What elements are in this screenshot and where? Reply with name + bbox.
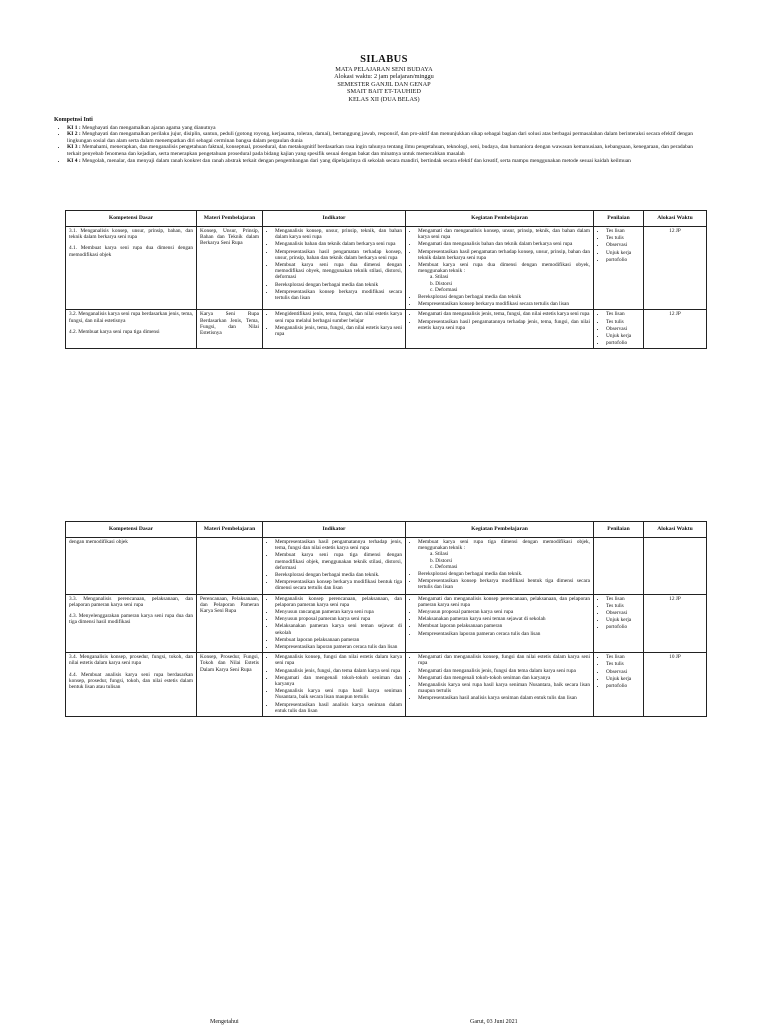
kegiatan-item	[418, 294, 590, 300]
column-header: Indikator	[263, 522, 406, 538]
penilaian-item: • Tes lisan	[606, 596, 640, 602]
kegiatan-item	[418, 631, 590, 637]
ki-text: Memahami, menerapkan, dan menganalisis pengetahuan faktual, konseptual, prosedural, dan metakognitif berdasarkan rasa ingin tahunya tentang ilmu pengetahuan, teknologi, seni, budaya, dan humaniora dengan wawasan kemanusiaan, kebangsaan, kenegaraan, dan peradaban terkait penyebab fenomena dan kejadian, serta menerapkan pengetahuan prosedural pada bidang kajian yang spesifik sesuai dengan bakat dan minatnya untuk memecahkan masalah	[67, 144, 694, 157]
column-header: Penilaian	[594, 211, 644, 227]
indikator-item: • Menganalisis konsep, fungsi dan nilai estetis dalam karya seni rupa	[275, 654, 402, 666]
kegiatan-sub-item: c. Deformasi	[430, 563, 458, 570]
table-row	[66, 227, 707, 310]
indikator-list	[266, 311, 402, 337]
materi-cell: Konsep, Prosedur, Fungsi, Tokoh dan Nilai Estetis Dalam Karya Seni Rupa	[197, 653, 263, 717]
column-header: Materi Pembelajaran	[197, 522, 263, 538]
footer-left: Mengetahui	[210, 1019, 239, 1025]
kegiatan-item	[418, 682, 590, 694]
indikator-item: • Menganalisis jenis, tema, fungsi, dan nilai estetis karya seni rupa	[275, 325, 402, 337]
ki-text: Menghayati dan mengamalkan ajaran agama yang dianutnya	[80, 124, 216, 131]
penilaian-item: • Tes tulis	[606, 603, 640, 609]
indikator-item: • Membuat laporan pelaksanaan pameran	[275, 637, 402, 643]
kompetensi-inti-heading: Kompetnsi Inti	[54, 117, 93, 123]
ki-label: KI 3 :	[67, 144, 81, 151]
kegiatan-text: Mempresentasikan konsep berkarya modifikasi secara tertulis dan lisan	[418, 301, 570, 308]
indikator-item: • Mempresentasikan hasil pengamatannya terhadap jenis, tema, fungsi dan nilai estetis karya seni rupa	[275, 539, 402, 551]
semester-line: SEMESTER GANJIL DAN GENAP	[337, 80, 431, 88]
materi-cell: Perencanaan, Pelaksanaan, dan Pelaporan Pameran Karya Seni Rupa	[197, 594, 263, 653]
kegiatan-item	[418, 616, 590, 622]
indikator-item: • Melaksanakan pameran karya seni teman sejawat di sekolah	[275, 623, 402, 635]
kegiatan-text: Menyusun proposal pameran karya seni rupa	[418, 609, 514, 616]
kegiatan-item	[418, 609, 590, 615]
alokasi-waktu-cell: 12 JP	[644, 594, 707, 653]
penilaian-list	[597, 596, 640, 631]
kompetensi-inti-list	[54, 125, 706, 165]
document-header	[0, 54, 768, 103]
ki-label: KI 1 :	[67, 124, 81, 131]
penilaian-cell	[594, 227, 644, 310]
column-header: Kegiatan Pembelajaran	[406, 522, 594, 538]
kegiatan-sub-item: b. Distorsi	[430, 280, 453, 287]
materi-cell: Karya Seni Rupa Berdasarkan Jenis, Tema, Fungsi, dan Nilai Estetisnya	[197, 310, 263, 349]
alokasi-waktu-cell: 12 JP	[644, 227, 707, 310]
class-line: KELAS XII (DUA BELAS)	[348, 95, 420, 103]
penilaian-item: • portofolio	[606, 340, 640, 346]
indikator-item: • Bereksplorasi dengan berbagai media dan teknik	[275, 282, 402, 288]
column-header: Kompetensi Dasar	[66, 522, 197, 538]
penilaian-item: • Tes tulis	[606, 235, 640, 241]
column-header: Indikator	[263, 211, 406, 227]
kegiatan-item	[418, 695, 590, 701]
kegiatan-item	[418, 675, 590, 681]
column-header: Materi Pembelajaran	[197, 211, 263, 227]
kegiatan-sub-item: a. Stilasi	[430, 551, 449, 558]
kegiatan-sub-list	[418, 551, 590, 570]
penilaian-item: • Observasi	[606, 610, 640, 616]
table-body	[66, 227, 707, 349]
kegiatan-cell	[406, 538, 594, 595]
table-header-row	[66, 211, 707, 227]
kegiatan-text: Membuat karya seni rupa dua dimensi dengan memodifikasi obyek, menggunakan teknik :	[418, 262, 590, 275]
kegiatan-sub-list	[418, 274, 590, 293]
penilaian-item: • Observasi	[606, 242, 640, 248]
indikator-list	[266, 228, 402, 301]
kegiatan-text: Mempresentasikan hasil pengamatan terhadap konsep, unsur, prinsip, bahan dan teknik dalam berkarya seni rupa	[418, 248, 590, 261]
kegiatan-text: Mempresentasikan konsep berkarya modifikasi bentuk tiga dimensi secara tertulis dan lisan	[418, 578, 590, 591]
penilaian-list	[597, 311, 640, 346]
kegiatan-text: Mempresentasikan hasil pengamatannya terhadap jenis, tema, fungsi, dan nilai estetis karya seni rupa	[418, 318, 590, 331]
kegiatan-item	[418, 241, 590, 247]
kompetensi-dasar-cell	[66, 227, 197, 310]
kompetensi-inti-section	[54, 117, 706, 164]
indikator-item: • Menyusun proposal pameran karya seni rupa	[275, 616, 402, 622]
indikator-list	[266, 654, 402, 714]
kompetensi-dasar-cell	[66, 538, 197, 595]
indikator-item: • Membuat karya seni rupa tiga dimensi dengan memodifikasi objek, menggunakan teknik stilasi, distorsi, deformasi	[275, 552, 402, 571]
penilaian-item: • Unjuk kerja	[606, 617, 640, 623]
indikator-item: • Mengamati dan mengenali tokoh-tokoh seniman dan karyanya	[275, 675, 402, 687]
school-line: SMAIT BAIT ET-TAUHIED	[347, 88, 421, 96]
ki-text: Menghayati dan mengamalkan perilaku jujur, disiplin, santun, peduli (gotong royong, kerjasama, toleran, damai), bertanggung jawab, responsif, dan pro-aktif dan menunjukkan sikap sebagai bagian dari solusi atas berbagai permasalahan dalam berinteraksi secara efektif dengan lingkungan sosial dan alam serta dalam menempatkan diri sebagai cerminan bangsa dalam pergaulan dunia	[67, 131, 693, 144]
penilaian-item: • Tes lisan	[606, 228, 640, 234]
column-header: Alokasi Waktu	[644, 211, 707, 227]
kegiatan-cell	[406, 653, 594, 717]
kd-item: 3.1. Menganalisis konsep, unsur, prinsip, bahan, dan teknik dalam berkarya seni rupa	[69, 228, 193, 241]
table-row	[66, 594, 707, 653]
kegiatan-list	[409, 539, 590, 591]
indikator-item: • Mempresentasikan hasil pengamatan terhadap konsep, unsur, prinsip, bahan dan teknik dalam berkarya seni rupa	[275, 249, 402, 261]
table-row	[66, 310, 707, 349]
penilaian-item: • Unjuk kerja	[606, 333, 640, 339]
time-allocation-line: Alokasi waktu: 2 jam pelajaran/minggu	[334, 73, 434, 81]
ki-label: KI 2 :	[67, 131, 81, 138]
kegiatan-text: Mengamati dan menganalisis jenis, fungsi dan tema dalam karya seni rupa	[418, 667, 576, 674]
kegiatan-text: Mengamati dan mengenali tokoh-tokoh seniman dan karyanya	[418, 674, 551, 681]
table-header-row	[66, 522, 707, 538]
table-body	[66, 538, 707, 717]
kegiatan-cell	[406, 594, 594, 653]
kegiatan-text: Mempresentasikan hasil analisis karya seniman dalam entuk tulis dan lisan	[418, 695, 577, 702]
indikator-cell	[263, 310, 406, 349]
kegiatan-item	[418, 668, 590, 674]
column-header: Penilaian	[594, 522, 644, 538]
kompetensi-dasar-cell	[66, 653, 197, 717]
kegiatan-list	[409, 228, 590, 307]
kegiatan-item	[418, 578, 590, 590]
column-header: Alokasi Waktu	[644, 522, 707, 538]
kegiatan-text: Membuat karya seni rupa tiga dimensi dengan memodifikasi objek, menggunakan teknik :	[418, 539, 590, 552]
kd-item: 4.4. Membuat analisis karya seni rupa berdasarkan konsep, prosedur, fungsi, tokoh, dan nilai estetis dalam bentuk lisan atau tulisan	[69, 671, 193, 691]
ki-label: KI 4 :	[67, 157, 81, 164]
indikator-item: • Menganalisis jenis, fungsi, dan tema dalam karya seni rupa	[275, 668, 402, 674]
kegiatan-item	[418, 311, 590, 317]
kd-item: 3.4. Menganalisis konsep, prosedur, fungsi, tokoh, dan nilai estetis dalam karya seni rupa	[69, 654, 193, 667]
indikator-item: • Menganalisis konsep perencanaan, pelaksanaan, dan pelaporan pameran karya seni rupa	[275, 596, 402, 608]
penilaian-item: • Tes lisan	[606, 654, 640, 660]
kegiatan-sub-item: a. Stilasi	[430, 274, 449, 281]
penilaian-item: • Tes tulis	[606, 319, 640, 325]
kegiatan-text: Bereksplorasi dengan berbagai media dan teknik	[418, 294, 522, 301]
indikator-item: • Mempresentasikan laporan pameran ceraca tulis dan lisan	[275, 644, 402, 650]
kegiatan-item	[418, 249, 590, 261]
alokasi-waktu-cell	[644, 538, 707, 595]
ki-item	[67, 144, 706, 157]
penilaian-item: • Unjuk kerja	[606, 676, 640, 682]
indikator-cell	[263, 594, 406, 653]
kegiatan-text: Melaksanakan pameran karya seni teman sejawat di sekolah	[418, 616, 546, 623]
indikator-item: • Mempresentasikan konsep berkarya modifikasi secara tertulis dan lisan	[275, 289, 402, 301]
penilaian-list	[597, 228, 640, 263]
ki-item	[67, 158, 706, 165]
kompetensi-dasar-cell	[66, 594, 197, 653]
kegiatan-sub-item: c. Deformasi	[430, 286, 458, 293]
document-title: SILABUS	[360, 54, 408, 65]
table-row	[66, 538, 707, 595]
kd-item: 4.2. Membuat karya seni rupa tiga dimensi	[69, 328, 160, 335]
kegiatan-cell	[406, 310, 594, 349]
kegiatan-list	[409, 311, 590, 331]
kegiatan-item	[418, 623, 590, 629]
kegiatan-item	[418, 228, 590, 240]
kegiatan-item	[418, 571, 590, 577]
kd-item: 3.2. Menganalisis karya seni rupa berdasarkan jenis, tema, fungsi, dan nilai estetisnya	[69, 311, 193, 324]
indikator-item: • Membuat karya seni rupa dua dimensi dengan memodifikasi obyek, menggunakan teknik stilasi, distorsi, deformasi	[275, 262, 402, 281]
column-header: Kompetensi Dasar	[66, 211, 197, 227]
kegiatan-text: Membuat laporan pelaksanaan pameran	[418, 623, 503, 630]
indikator-list	[266, 596, 402, 651]
indikator-cell	[263, 538, 406, 595]
kegiatan-item	[418, 262, 590, 293]
kegiatan-cell	[406, 227, 594, 310]
penilaian-list	[597, 654, 640, 689]
indikator-item: • Menganalisis bahan dan teknik dalam berkarya seni rupa	[275, 241, 402, 247]
kd-item: 4.3. Menyelenggarakan pameran karya seni rupa dua dan tiga dimensi hasil modifikasi	[69, 613, 193, 626]
kompetensi-dasar-cell	[66, 310, 197, 349]
indikator-item: • Menyusun rancangan pameran karya seni rupa	[275, 609, 402, 615]
indikator-cell	[263, 227, 406, 310]
penilaian-cell	[594, 310, 644, 349]
syllabus-table-1	[65, 210, 707, 349]
kegiatan-item	[418, 654, 590, 666]
indikator-item: • Menganalisis konsep, unsur, prinsip, teknik, dan bahan dalam karya seni rupa	[275, 228, 402, 240]
penilaian-item: • Observasi	[606, 326, 640, 332]
kegiatan-item	[418, 319, 590, 331]
kegiatan-item	[418, 539, 590, 570]
indikator-item: • Mempresentasikan hasil analisis karya seniman dalam entuk tulis dan lisan	[275, 702, 402, 714]
kegiatan-text: Mengamati dan menganalisis konsep, unsur, prinsip, teknik, dan bahan dalam karya seni rupa	[418, 228, 590, 241]
materi-cell	[197, 538, 263, 595]
kegiatan-sub-item: b. Distorsi	[430, 557, 453, 564]
kegiatan-text: Menganalisis karya seni rupa hasil karya seniman Nusantara, baik secara lisan maupun tertulis	[418, 682, 590, 695]
kegiatan-text: Mengamati dan menganalisis konsep perencanaan, pelaksanaan, dan pelaporan pameran karya seni rupa	[418, 595, 590, 608]
penilaian-cell	[594, 653, 644, 717]
syllabus-table-2	[65, 521, 707, 717]
indikator-item: • Mempresentasikan konsep berkarya modifikasi bentuk tiga dimensi secara tertulis dan lisan	[275, 579, 402, 591]
kd-item: 4.1. Membuat karya seni rupa dua dimensi dengan memodifikasi objek	[69, 245, 193, 258]
penilaian-cell	[594, 594, 644, 653]
column-header: Kegiatan Pembelajaran	[406, 211, 594, 227]
penilaian-item: • portofolio	[606, 624, 640, 630]
subject-line: MATA PELAJARAN SENI BUDAYA	[335, 66, 433, 73]
materi-cell: Konsep, Unsur, Prinsip, Bahan dan Teknik dalam Berkarya Seni Rupa	[197, 227, 263, 310]
indikator-item: • Menganalisis karya seni rupa hasil karya seniman Nusantara, baik secara lisan maupun tertulis	[275, 688, 402, 700]
kegiatan-list	[409, 654, 590, 701]
kegiatan-text: Bereksplorasi dengan berbagai media dan teknik.	[418, 571, 523, 578]
kd-item: dengan memodifikasi objek	[69, 539, 128, 545]
kegiatan-list	[409, 596, 590, 637]
kegiatan-text: Mengamati dan menganalisis konsep, fungsi dan nilai estetis dalam karya seni rupa	[418, 654, 590, 667]
penilaian-item: • Unjuk kerja	[606, 250, 640, 256]
ki-item	[67, 131, 706, 144]
penilaian-item: • portofolio	[606, 257, 640, 263]
penilaian-cell	[594, 538, 644, 595]
indikator-list	[266, 539, 402, 592]
kegiatan-item	[418, 596, 590, 608]
penilaian-item: • Tes lisan	[606, 311, 640, 317]
kegiatan-text: Mempresentasikan laporan pameran ceraca tulis dan lisan	[418, 630, 541, 637]
kd-item: 3.3. Menganalisis perencanaan, pelaksanaan, dan pelaporan pameran karya seni rupa	[69, 595, 193, 608]
penilaian-item: • Tes tulis	[606, 661, 640, 667]
kegiatan-text: Mengamati dan menganalisis bahan dan teknik dalam berkarya seni rupa	[418, 241, 573, 248]
ki-text: Mengolah, menalar, dan menyaji dalam ranah konkret dan ranah abstrak terkait dengan pengembangan dari yang dipelajarinya di sekolah secara mandiri, bertindak secara efektif dan kreatif, serta mampu menggunakan metode sesuai kaidah keilmuan	[80, 157, 631, 164]
footer-right: Garut, 03 Juni 2021	[470, 1019, 518, 1025]
kegiatan-item	[418, 301, 590, 307]
indikator-item: • Mengidentifikasi jenis, tema, fungsi, dan nilai estetis karya seni rupa melalui berbagai sumber belajar	[275, 311, 402, 323]
penilaian-item: • Observasi	[606, 669, 640, 675]
alokasi-waktu-cell: 10 JP	[644, 653, 707, 717]
alokasi-waktu-cell: 12 JP	[644, 310, 707, 349]
kegiatan-text: Mengamati dan menganalisis jenis, tema, fungsi, dan nilai estetis karya seni rupa	[418, 311, 590, 318]
table-row	[66, 653, 707, 717]
penilaian-item: • portofolio	[606, 683, 640, 689]
indikator-item: • Bereksplorasi dengan berbagai media dan teknik.	[275, 572, 402, 578]
indikator-cell	[263, 653, 406, 717]
